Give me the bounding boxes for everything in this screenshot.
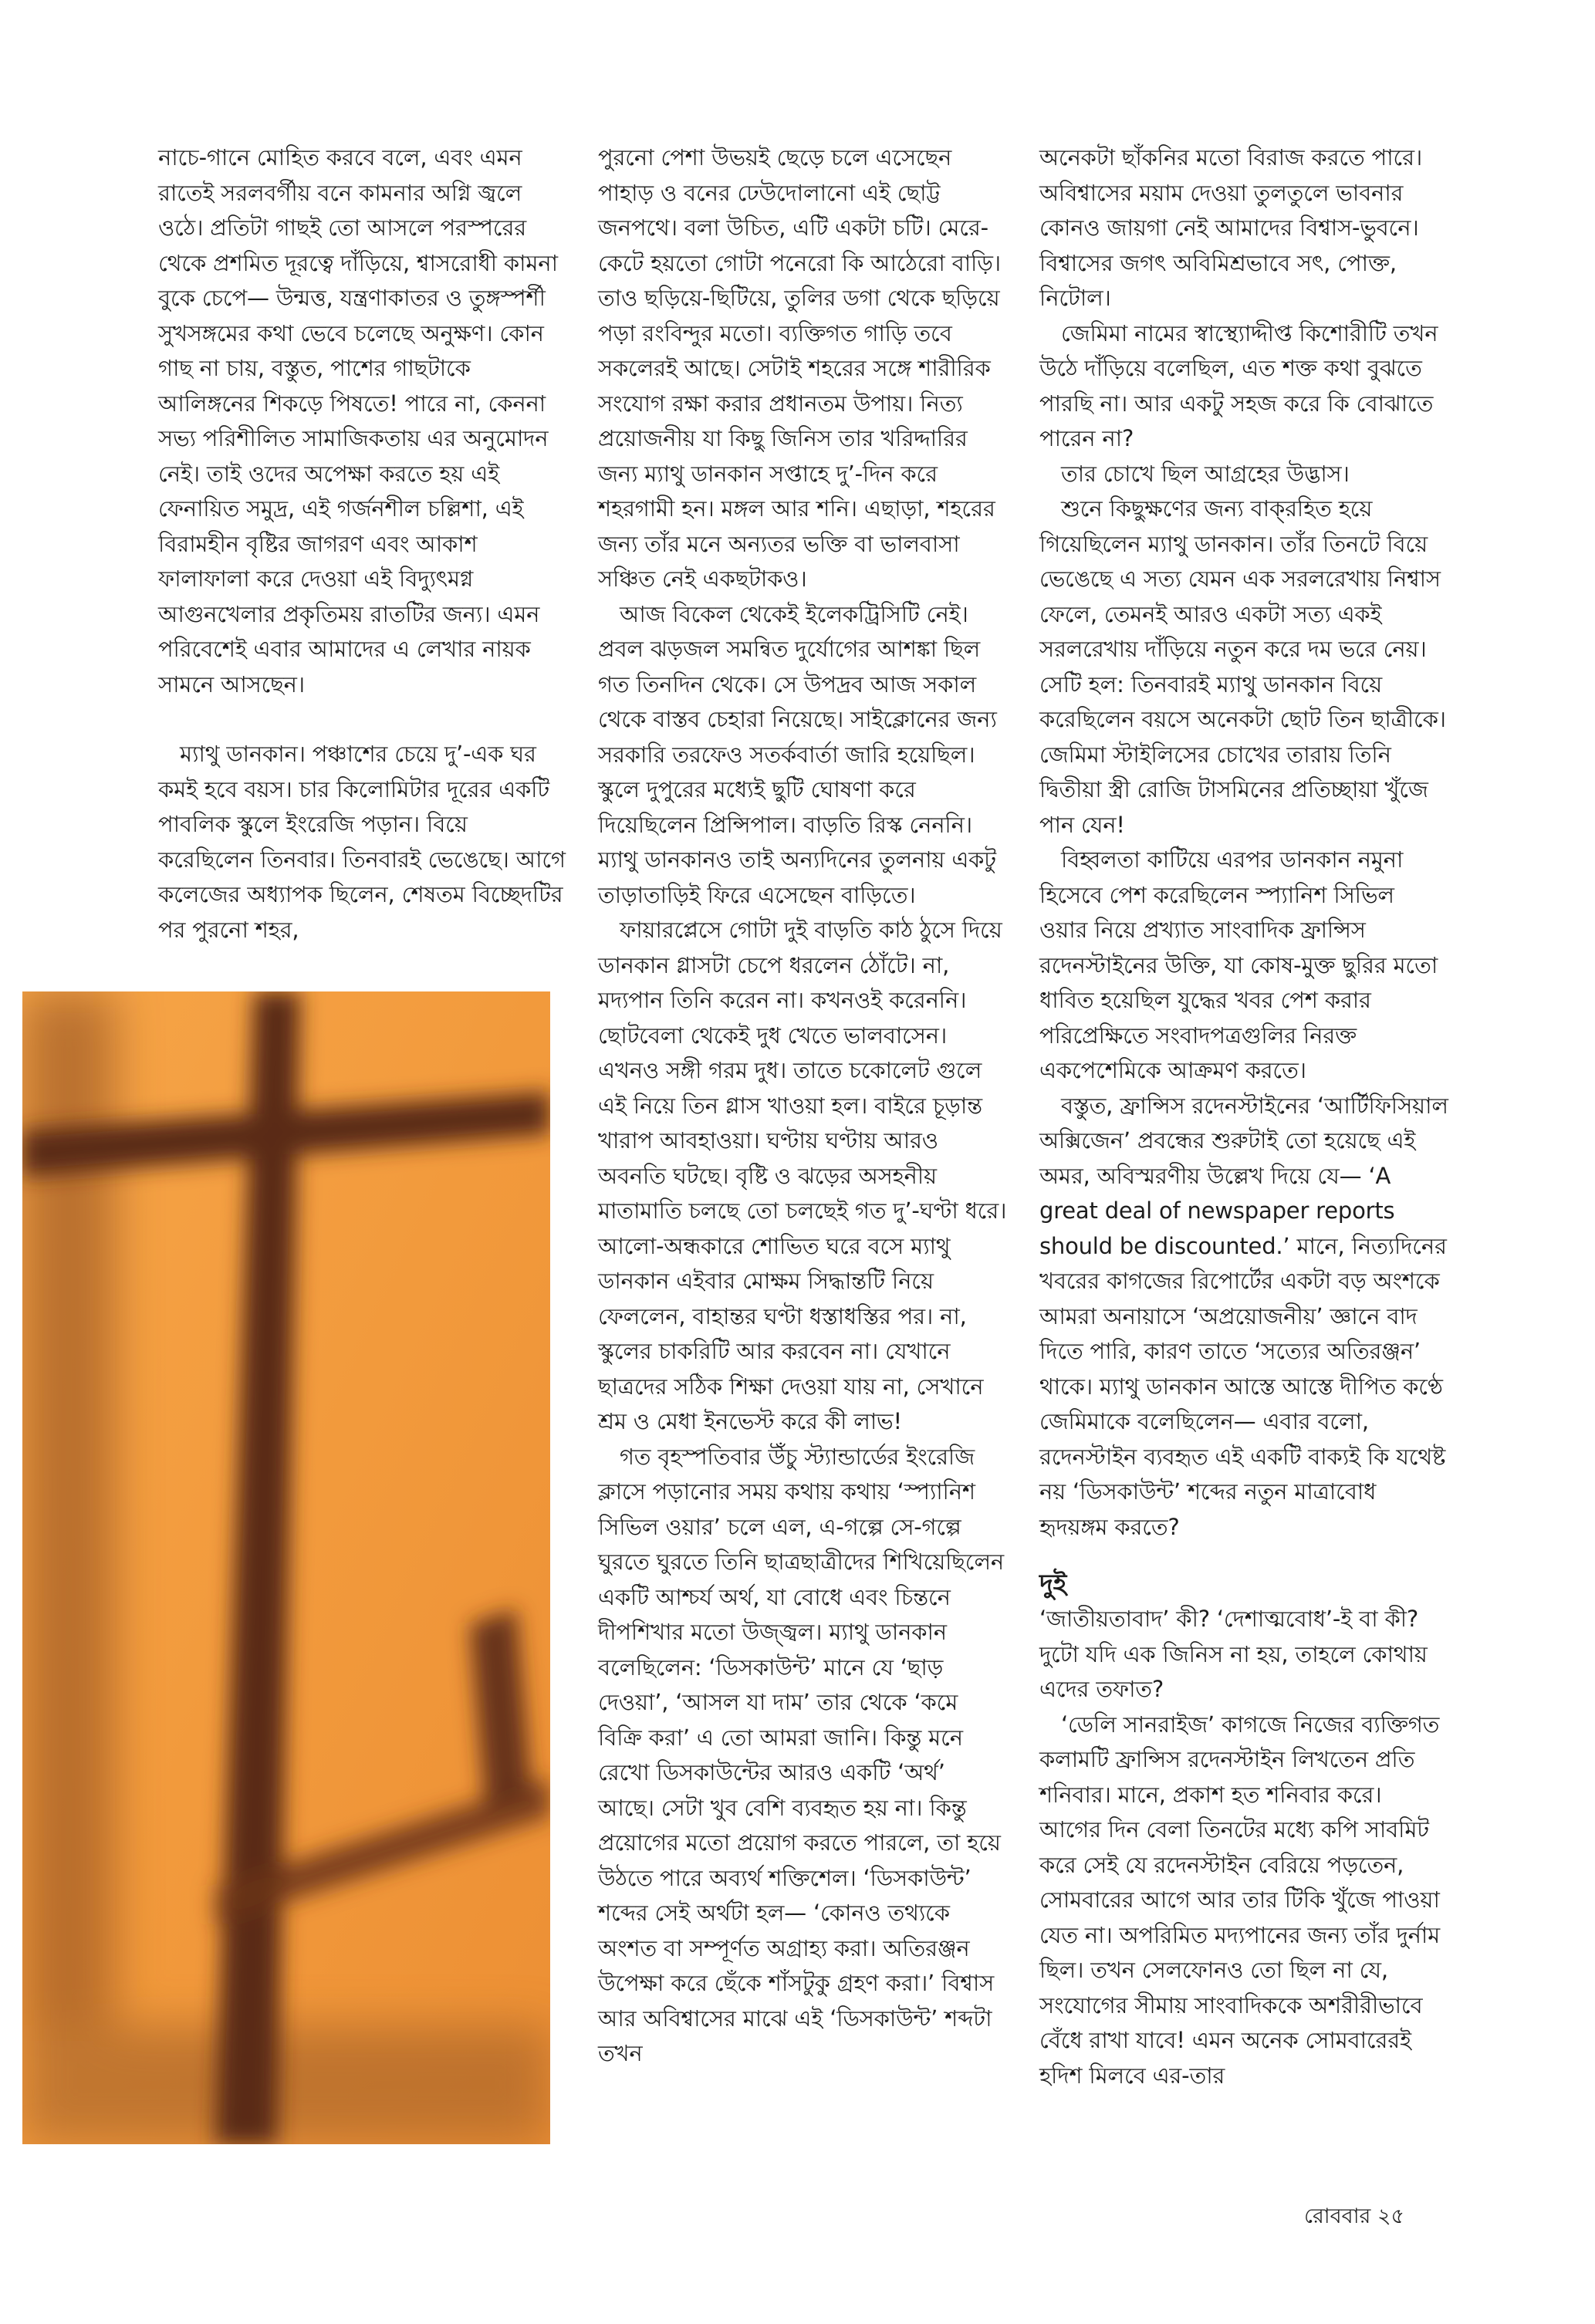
paragraph: জেমিমা নামের স্বাস্থ্যোদ্দীপ্ত কিশোরীটি তখন উঠে দাঁড়িয়ে বলেছিল, এত শক্ত কথা বুঝতে পারছি না। আর একটু সহজ করে কি বোঝাতে পারেন না?	[1039, 319, 1438, 451]
paragraph: নাচে-গানে মোহিত করবে বলে, এবং এমন রাতেই সরলবর্গীয় বনে কামনার অগ্নি জ্বলে ওঠে। প্রতিটা গাছই তো আসলে পরস্পরের থেকে প্রশমিত দূরত্বে দাঁড়িয়ে, শ্বাসরোধী কামনা বুকে চেপে— উন্মত্ত, যন্ত্রণাকাতর ও তুঙ্গস্পর্শী সুখসঙ্গমের কথা ভেবে চলেছে অনুক্ষণ। কোন গাছ না চায়, বস্তুত, পাশের গাছটাকে আলিঙ্গনের শিকড়ে পিষতে! পারে না, কেননা সভ্য পরিশীলিত সামাজিকতায় এর অনুমোদন নেই। তাই ওদের অপেক্ষা করতে হয় এই ফেনায়িত সমুদ্র, এই গর্জনশীল চল্লিশা, এই বিরামহীন বৃষ্টির জাগরণ এবং আকাশ ফালাফালা করে দেওয়া এই বিদ্যুৎমগ্ন আগুনখেলার প্রকৃতিময় রাতটির জন্য। এমন পরিবেশেই এবার আমাদের এ লেখার নায়ক সামনে আসছেন।	[158, 144, 558, 698]
paragraph: গত বৃহস্পতিবার উঁচু স্ট্যান্ডার্ডের ইংরেজি ক্লাসে পড়ানোর সময় কথায় কথায় ‘স্প্যানিশ সিভিল ওয়ার’ চলে এল, এ-গল্পে সে-গল্পে ঘুরতে ঘুরতে তিনি ছাত্রছাত্রীদের শিখিয়েছিলেন একটি আশ্চর্য অর্থ, যা বোধে এবং চিন্তনে দীপশিখার মতো উজ্জ্বল। ম্যাথু ডানকান বলেছিলেন: ‘ডিসকাউন্ট’ মানে যে ‘ছাড় দেওয়া’, ‘আসল যা দাম’ তার থেকে ‘কমে বিক্রি করা’ এ তো আমরা জানি। কিন্তু মনে রেখো ডিসকাউন্টের আরও একটি ‘অর্থ’ আছে। সেটা খুব বেশি ব্যবহৃত হয় না। কিন্তু প্রয়োগের মতো প্রয়োগ করতে পারলে, তা হয়ে উঠতে পারে অব্যর্থ শক্তিশেল। ‘ডিসকাউন্ট’ শব্দের সেই অর্থটা হল— ‘কোনও তথ্যকে অংশত বা সম্পূর্ণত অগ্রাহ্য করা। অতিরঞ্জন উপেক্ষা করে ছেঁকে শাঁসটুকু গ্রহণ করা।’ বিশ্বাস আর অবিশ্বাসের মাঝে এই ‘ডিসকাউন্ট’ শব্দটা তখন	[598, 1443, 1004, 2066]
paragraph: বস্তুত, ফ্রান্সিস রদেনস্টাইনের ‘আর্টিফিসিয়াল অক্সিজেন’ প্রবন্ধের শুরুটাই তো হয়েছে এই অমর, অবিস্মরণীয় উল্লেখ দিয়ে যে— ‘A great deal of newspaper reports should be discounted.’ মানে, নিত্যদিনের খবরের কাগজের রিপোর্টের একটা বড় অংশকে আমরা অনায়াসে ‘অপ্রয়োজনীয়’ জ্ঞানে বাদ দিতে পারি, কারণ তাতে ‘সত্যের অতিরঞ্জন’ থাকে। ম্যাথু ডানকান আস্তে আস্তে দীপিত কণ্ঠে জেমিমাকে বলেছিলেন— এবার বলো, রদেনস্টাইন ব্যবহৃত এই একটি বাক্যই কি যথেষ্ট নয় ‘ডিসকাউন্ট’ শব্দের নতুন মাত্রাবোধ হৃদয়ঙ্গম করতে?	[1039, 1092, 1448, 1540]
paragraph: বিহ্বলতা কাটিয়ে এরপর ডানকান নমুনা হিসেবে পেশ করেছিলেন স্প্যানিশ সিভিল ওয়ার নিয়ে প্রখ্যাত সাংবাদিক ফ্রান্সিস রদেনস্টাইনের উক্তি, যা কোষ-মুক্ত ছুরির মতো ধাবিত হয়েছিল যুদ্ধের খবর পেশ করার পরিপ্রেক্ষিতে সংবাদপত্রগুলির নিরক্ত একপেশেমিকে আক্রমণ করতে।	[1039, 846, 1438, 1083]
photo-graphic	[22, 991, 550, 2144]
article-column-2	[598, 140, 1007, 2072]
paragraph: শুনে কিছুক্ষণের জন্য বাক্‌রহিত হয়ে গিয়েছিলেন ম্যাথু ডানকান। তাঁর তিনটে বিয়ে ভেঙেছে এ সত্য যেমন এক সরলরেখায় নিশ্বাস ফেলে, তেমনই আরও একটা সত্য একই সরলরেখায় দাঁড়িয়ে নতুন করে দম ভরে নেয়। সেটি হল: তিনবারই ম্যাথু ডানকান বিয়ে করেছিলেন বয়সে অনেকটা ছোট তিন ছাত্রীকে। জেমিমা স্টাইলিসের চোখের তারায় তিনি দ্বিতীয়া স্ত্রী রোজি টাসমিনের প্রতিচ্ছায়া খুঁজে পান যেন!	[1039, 495, 1446, 838]
paragraph: পুরনো পেশা উভয়ই ছেড়ে চলে এসেছেন পাহাড় ও বনের ঢেউদোলানো এই ছোট্ট জনপথে। বলা উচিত, এটি একটা চটি। মেরে-কেটে হয়তো গোটা পনেরো কি আঠেরো বাড়ি। তাও ছড়িয়ে-ছিটিয়ে, তুলির ডগা থেকে ছড়িয়ে পড়া রংবিন্দুর মতো। ব্যক্তিগত গাড়ি তবে সকলেরই আছে। সেটাই শহরের সঙ্গে শারীরিক সংযোগ রক্ষা করার প্রধানতম উপায়। নিত্য প্রয়োজনীয় যা কিছু জিনিস তার খরিদ্দারির জন্য ম্যাথু ডানকান সপ্তাহে দু’-দিন করে শহরগামী হন। মঙ্গল আর শনি। এছাড়া, শহরের জন্য তাঁর মনে অন্যতর ভক্তি বা ভালবাসা সঞ্চিত নেই একছটাকও।	[598, 144, 1001, 592]
paragraph: ‘ডেলি সানরাইজ’ কাগজে নিজের ব্যক্তিগত কলামটি ফ্রান্সিস রদেনস্টাইন লিখতেন প্রতি শনিবার। মানে, প্রকাশ হত শনিবার করে। আগের দিন বেলা তিনটের মধ্যে কপি সাবমিট করে সেই যে রদেনস্টাইন বেরিয়ে পড়তেন, সোমবারের আগে আর তার টিকি খুঁজে পাওয়া যেত না। অপরিমিত মদ্যপানের জন্য তাঁর দুর্নাম ছিল। তখন সেলফোনও তো ছিল না যে, সংযোগের সীমায় সাংবাদিককে অশরীরীভাবে বেঁধে রাখা যাবে! এমন অনেক সোমবারেরই হদিশ মিলবে এর-তার	[1039, 1711, 1441, 2089]
paragraph: ফায়ারপ্লেসে গোটা দুই বাড়তি কাঠ ঠুসে দিয়ে ডানকান গ্লাসটা চেপে ধরলেন ঠোঁটে। না, মদ্যপান তিনি করেন না। কখনওই করেননি। ছোটবেলা থেকেই দুধ খেতে ভালবাসেন। এখনও সঙ্গী গরম দুধ। তাতে চকোলেট গুলে এই নিয়ে তিন গ্লাস খাওয়া হল। বাইরে চূড়ান্ত খারাপ আবহাওয়া। ঘণ্টায় ঘণ্টায় আরও অবনতি ঘটছে। বৃষ্টি ও ঝড়ের অসহনীয় মাতামাতি চলছে তো চলছেই গত দু’-ঘণ্টা ধরে। আলো-অন্ধকারে শোভিত ঘরে বসে ম্যাথু ডানকান এইবার মোক্ষম সিদ্ধান্তটি নিয়ে ফেললেন, বাহান্তর ঘণ্টা ধস্তাধস্তির পর। না, স্কুলের চাকরিটি আর করবেন না। যেখানে ছাত্রদের সঠিক শিক্ষা দেওয়া যায় না, সেখানে শ্রম ও মেধা ইনভেস্ট করে কী লাভ!	[598, 917, 1007, 1434]
article-column-3	[1039, 140, 1448, 2093]
paragraph: ‘জাতীয়তাবাদ’ কী? ‘দেশাত্মবোধ’-ই বা কী? দুটো যদি এক জিনিস না হয়, তাহলে কোথায় এদের তফাত?	[1039, 1606, 1428, 1702]
section-heading: দুই	[1039, 1569, 1067, 1599]
page-footer	[1304, 2201, 1404, 2235]
paragraph: অনেকটা ছাঁকনির মতো বিরাজ করতে পারে। অবিশ্বাসের ময়াম দেওয়া তুলতুলে ভাবনার কোনও জায়গা নেই আমাদের বিশ্বাস-ভুবনে। বিশ্বাসের জগৎ অবিমিশ্রভাবে সৎ, পোক্ত, নিটোল।	[1039, 144, 1423, 311]
article-column-1	[158, 140, 567, 948]
paragraph: তার চোখে ছিল আগ্রহের উদ্ভাস।	[1061, 460, 1350, 487]
magazine-name-page-number: রোববার ২৫	[1304, 2204, 1405, 2228]
window-shadow-photo	[22, 991, 550, 2144]
paragraph: আজ বিকেল থেকেই ইলেকট্রিসিটি নেই। প্রবল ঝড়জল সমন্বিত দুর্যোগের আশঙ্কা ছিল গত তিনদিন থেকে। সে উপদ্রব আজ সকাল থেকে বাস্তব চেহারা নিয়েছে। সাইক্লোনের জন্য সরকারি তরফেও সতর্কবার্তা জারি হয়েছিল। স্কুলে দুপুরের মধ্যেই ছুটি ঘোষণা করে দিয়েছিলেন প্রিন্সিপাল। বাড়তি রিস্ক নেননি। ম্যাথু ডানকানও তাই অন্যদিনের তুলনায় একটু তাড়াতাড়িই ফিরে এসেছেন বাড়িতে।	[598, 600, 997, 908]
paragraph: ম্যাথু ডানকান। পঞ্চাশের চেয়ে দু’-এক ঘর কমই হবে বয়স। চার কিলোমিটার দূরের একটি পাবলিক স্কুলে ইংরেজি পড়ান। বিয়ে করেছিলেন তিনবার। তিনবারই ভেঙেছে। আগে কলেজের অধ্যাপক ছিলেন, শেষতম বিচ্ছেদটির পর পুরনো শহর,	[158, 741, 566, 943]
